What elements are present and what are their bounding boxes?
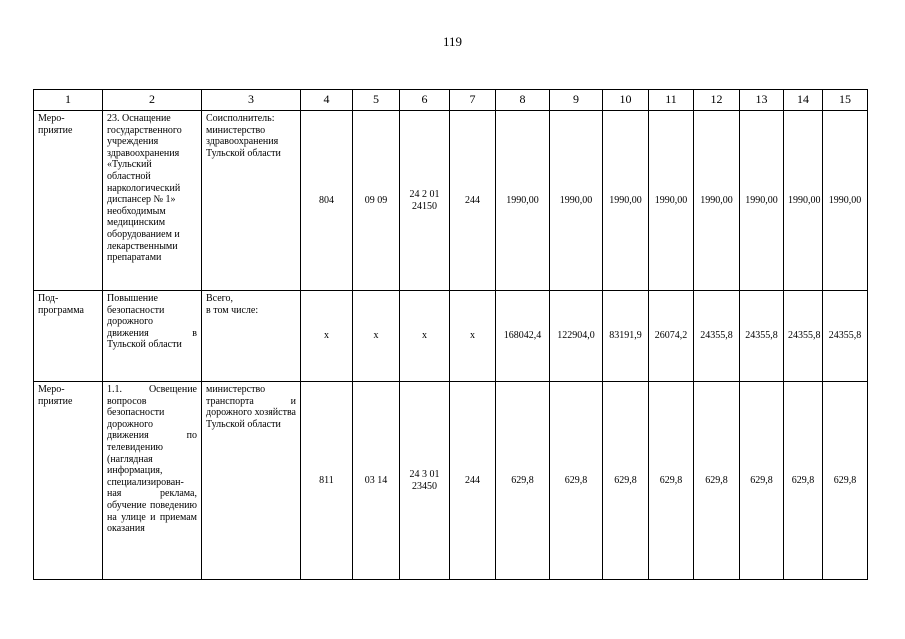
vr-cell: 244 — [450, 111, 496, 291]
column-header: 10 — [603, 90, 649, 111]
value-cell: 1990,00 — [694, 111, 740, 291]
table-row — [34, 291, 868, 382]
column-header: 11 — [649, 90, 694, 111]
column-header: 2 — [103, 90, 202, 111]
table-row — [34, 382, 868, 580]
vr-cell: x — [450, 291, 496, 382]
csr-cell: x — [400, 291, 450, 382]
page-number: 119 — [442, 34, 463, 49]
value-cell: 24355,8 — [740, 291, 784, 382]
value-cell: 83191,9 — [603, 291, 649, 382]
column-header: 8 — [496, 90, 550, 111]
value-cell: 629,8 — [496, 382, 550, 580]
value-cell: 629,8 — [784, 382, 823, 580]
value-cell: 1990,00 — [823, 111, 868, 291]
rzpr-cell: x — [353, 291, 400, 382]
grbs-cell: 811 — [301, 382, 353, 580]
grbs-cell: 804 — [301, 111, 353, 291]
rzpr-cell: 03 14 — [353, 382, 400, 580]
column-header: 7 — [450, 90, 496, 111]
column-header: 1 — [34, 90, 103, 111]
row-type-cell: Меро- приятие — [34, 111, 103, 291]
value-cell: 168042,4 — [496, 291, 550, 382]
row-name-cell: Повышение безопасности дорожного движения в Тульской области — [103, 291, 202, 382]
value-cell: 1990,00 — [550, 111, 603, 291]
csr-cell: 24 3 01 23450 — [400, 382, 450, 580]
row-name-cell: 23. Оснащение государственного учреждения здравоохранения «Тульский областной наркологический диспансер № 1» необходимым медицинским оборудованием и лекарственными препаратами — [103, 111, 202, 291]
vr-cell: 244 — [450, 382, 496, 580]
value-cell: 629,8 — [694, 382, 740, 580]
table-row — [34, 111, 868, 291]
column-header: 5 — [353, 90, 400, 111]
column-header: 4 — [301, 90, 353, 111]
column-header: 15 — [823, 90, 868, 111]
column-header: 13 — [740, 90, 784, 111]
row-executor-cell: министерство транспорта и дорожного хозяйства Тульской области — [202, 382, 301, 580]
value-cell: 629,8 — [603, 382, 649, 580]
column-header: 3 — [202, 90, 301, 111]
row-type-cell: Под- программа — [34, 291, 103, 382]
column-header: 9 — [550, 90, 603, 111]
value-cell: 24355,8 — [823, 291, 868, 382]
value-cell: 1990,00 — [784, 111, 823, 291]
value-cell: 1990,00 — [496, 111, 550, 291]
value-cell: 1990,00 — [740, 111, 784, 291]
row-name-cell: 1.1. Освещение вопросов безопасности дорожного движения по телевидению (наглядная информация, специализирован-ная реклама, обучение поведению на улице и приемам оказания — [103, 382, 202, 580]
value-cell: 26074,2 — [649, 291, 694, 382]
value-cell: 122904,0 — [550, 291, 603, 382]
value-cell: 629,8 — [823, 382, 868, 580]
column-header: 6 — [400, 90, 450, 111]
value-cell: 1990,00 — [649, 111, 694, 291]
row-executor-cell: Всего, в том числе: — [202, 291, 301, 382]
value-cell: 24355,8 — [694, 291, 740, 382]
grbs-cell: x — [301, 291, 353, 382]
row-executor-cell: Соисполнитель: министерство здравоохранения Тульской области — [202, 111, 301, 291]
row-type-cell: Меро- приятие — [34, 382, 103, 580]
value-cell: 1990,00 — [603, 111, 649, 291]
rzpr-cell: 09 09 — [353, 111, 400, 291]
value-cell: 629,8 — [649, 382, 694, 580]
value-cell: 24355,8 — [784, 291, 823, 382]
value-cell: 629,8 — [550, 382, 603, 580]
csr-cell: 24 2 01 24150 — [400, 111, 450, 291]
table-header-row — [34, 90, 868, 111]
budget-table — [33, 89, 868, 580]
column-header: 14 — [784, 90, 823, 111]
column-header: 12 — [694, 90, 740, 111]
value-cell: 629,8 — [740, 382, 784, 580]
